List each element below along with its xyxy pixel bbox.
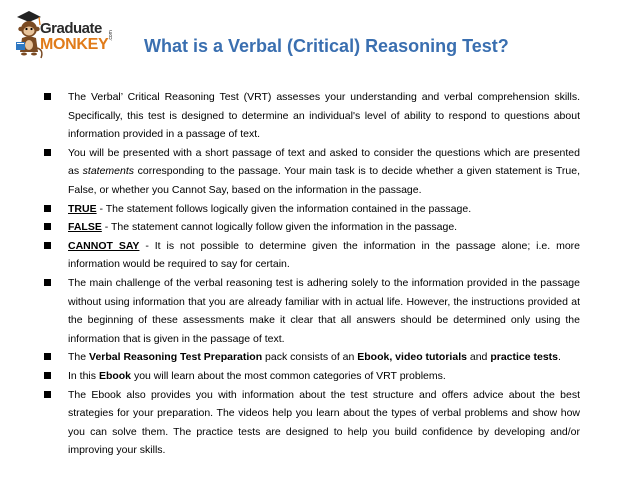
logo-text-graduate: Graduate — [40, 20, 102, 37]
list-item — [44, 348, 580, 367]
list-item — [44, 237, 580, 274]
bullet-text: - The statement cannot logically follow given the information in the passage. — [101, 221, 458, 234]
list-item — [44, 88, 580, 144]
bullet-square-icon — [44, 223, 51, 230]
bullet-bold-text: Ebook, video tutorials — [357, 351, 467, 364]
bullet-bold-text: Ebook — [98, 369, 132, 382]
list-item — [44, 386, 580, 460]
bullet-bold-text: practice tests — [490, 351, 559, 364]
bullet-label-false: FALSE — [68, 221, 102, 234]
bullet-square-icon — [44, 372, 51, 379]
list-item — [44, 274, 580, 348]
bullet-text: and — [466, 351, 491, 364]
bullet-text: The — [68, 351, 90, 364]
bullet-list — [44, 88, 580, 460]
bullet-text: In this — [68, 369, 99, 382]
logo-text-com: .com — [108, 30, 114, 41]
bullet-text: The main challenge of the verbal reasoning test is adhering solely to the information provided in the passage without using information that you are already familiar with in actual life. However, the instructions provided at the beginning of these assessments make it clear that all answers should be determined only using the information that is given in the passage of text. — [68, 276, 580, 345]
bullet-text: - It is not possible to determine given the information in the passage alone; i.e. more information would be required to say for certain. — [68, 239, 580, 271]
bullet-text: pack consists of an — [262, 351, 358, 364]
logo-text-monkey: MONKEY — [40, 36, 109, 53]
bullet-bold-text: Verbal Reasoning Test Preparation — [89, 351, 263, 364]
list-item — [44, 200, 580, 219]
bullet-label-true: TRUE — [68, 202, 97, 215]
bullet-square-icon — [44, 93, 51, 100]
bullet-text: You will be presented with a short passage of text and asked to consider the questions which are presented as — [68, 146, 580, 178]
bullet-square-icon — [44, 391, 51, 398]
bullet-italic-text: statements — [82, 165, 135, 178]
bullet-text: . — [558, 351, 561, 364]
list-item — [44, 144, 580, 200]
bullet-square-icon — [44, 353, 51, 360]
list-item — [44, 367, 580, 386]
bullet-label-cannot-say: CANNOT SAY — [68, 239, 140, 252]
bullet-text: you will learn about the most common categories of VRT problems. — [131, 369, 446, 382]
logo — [14, 8, 114, 64]
page-title: What is a Verbal (Critical) Reasoning Test? — [144, 36, 509, 56]
bullet-text: corresponding to the passage. Your main task is to decide whether a given statement is True, False, or whether you Cannot Say, based on the information in the passage. — [68, 165, 580, 196]
bullet-text: The Ebook also provides you with information about the test structure and offers advice about the best strategies for your preparation. The videos help you learn about the types of verbal problems and show how you can solve them. The practice tests are designed to help you build confidence by developing and/or improving your skills. — [68, 388, 580, 457]
bullet-square-icon — [44, 149, 51, 156]
bullet-square-icon — [44, 279, 51, 286]
bullet-text: - The statement follows logically given the information contained in the passage. — [96, 202, 472, 215]
bullet-text: The Verbal’ Critical Reasoning Test (VRT) assesses your understanding and verbal comprehension skills. Specifically, this test is designed to determine an individual's level of ability to respond to questions about information provided in a passage of text. — [68, 91, 580, 141]
bullet-square-icon — [44, 205, 51, 212]
list-item — [44, 218, 580, 237]
bullet-square-icon — [44, 242, 51, 249]
